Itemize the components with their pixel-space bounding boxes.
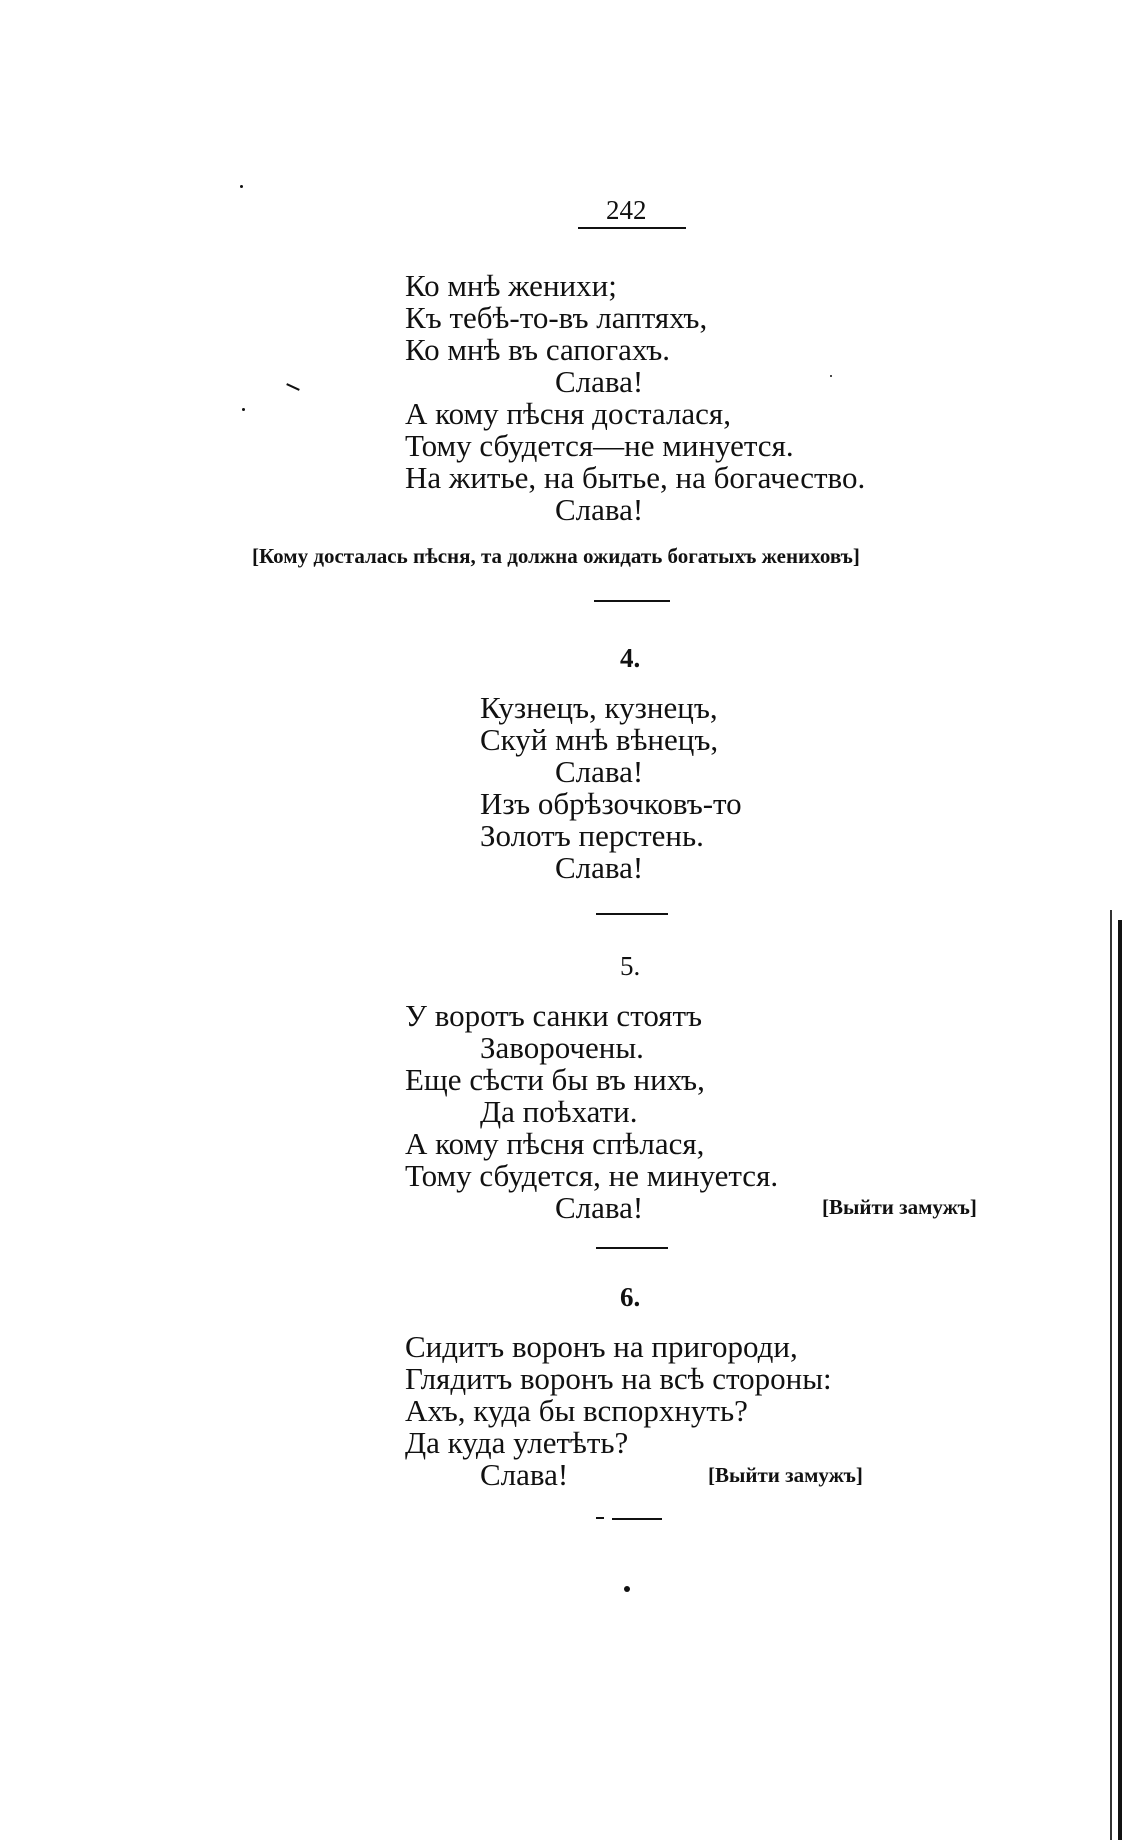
section-divider <box>594 600 670 602</box>
scan-speck <box>624 1586 630 1592</box>
verse-line: Да куда улетѣть? <box>405 1425 629 1460</box>
verse-line: У воротъ санки стоятъ <box>405 998 703 1033</box>
page-number-rule <box>578 227 686 229</box>
section-divider <box>596 1247 668 1249</box>
verse-line: Кузнецъ, кузнецъ, <box>480 690 718 725</box>
scan-speck <box>242 408 245 411</box>
section-number: 4. <box>620 643 641 673</box>
verse-line: На житье, на бытье, на богачество. <box>405 460 866 495</box>
verse-line: Золотъ перстень. <box>480 818 704 853</box>
verse-line: Да поѣхати. <box>480 1094 638 1129</box>
verse-line: Глядитъ воронъ на всѣ стороны: <box>405 1361 832 1396</box>
verse-line: А кому пѣсня спѣлася, <box>405 1126 705 1161</box>
refrain-line: Слава! <box>555 364 644 399</box>
verse-line: Скуй мнѣ вѣнецъ, <box>480 722 719 757</box>
section-divider <box>612 1518 662 1520</box>
verse-line: Изъ обрѣзочковъ-то <box>480 786 742 821</box>
editorial-note: [Выйти замужъ] <box>708 1463 863 1487</box>
editorial-note: [Выйти замужъ] <box>822 1195 977 1219</box>
section-number: 5. <box>620 951 641 981</box>
verse-line: Сидитъ воронъ на пригороди, <box>405 1329 798 1364</box>
verse-line: А кому пѣсня досталася, <box>405 396 731 431</box>
page-number: 242 <box>606 195 647 225</box>
refrain-line: Слава! <box>555 754 644 789</box>
verse-line: Ахъ, куда бы вспорхнуть? <box>405 1393 748 1428</box>
scan-mark <box>286 383 300 391</box>
refrain-line: Слава! <box>555 850 644 885</box>
verse-line: Заворочены. <box>480 1030 644 1065</box>
verse-line: Тому сбудется—не минуется. <box>405 428 794 463</box>
page-edge-line <box>1118 920 1122 1840</box>
page-edge-shadow <box>1110 910 1112 1840</box>
verse-line: Къ тебѣ-то-въ лаптяхъ, <box>405 300 708 335</box>
refrain-line: Слава! <box>555 492 644 527</box>
section-number: 6. <box>620 1282 641 1312</box>
editorial-note: [Кому досталась пѣсня, та должна ожидать богатыхъ жениховъ] <box>252 544 860 568</box>
verse-line: Еще сѣсти бы въ нихъ, <box>405 1062 705 1097</box>
verse-line: Ко мнѣ женихи; <box>405 268 617 303</box>
scan-speck <box>240 185 243 188</box>
verse-line: Ко мнѣ въ сапогахъ. <box>405 332 670 367</box>
section-divider <box>596 913 668 915</box>
refrain-line: Слава! <box>480 1457 569 1492</box>
verse-line: Тому сбудется, не минуется. <box>405 1158 779 1193</box>
divider-fragment <box>596 1517 604 1519</box>
scan-speck <box>830 375 832 377</box>
refrain-line: Слава! <box>555 1190 644 1225</box>
